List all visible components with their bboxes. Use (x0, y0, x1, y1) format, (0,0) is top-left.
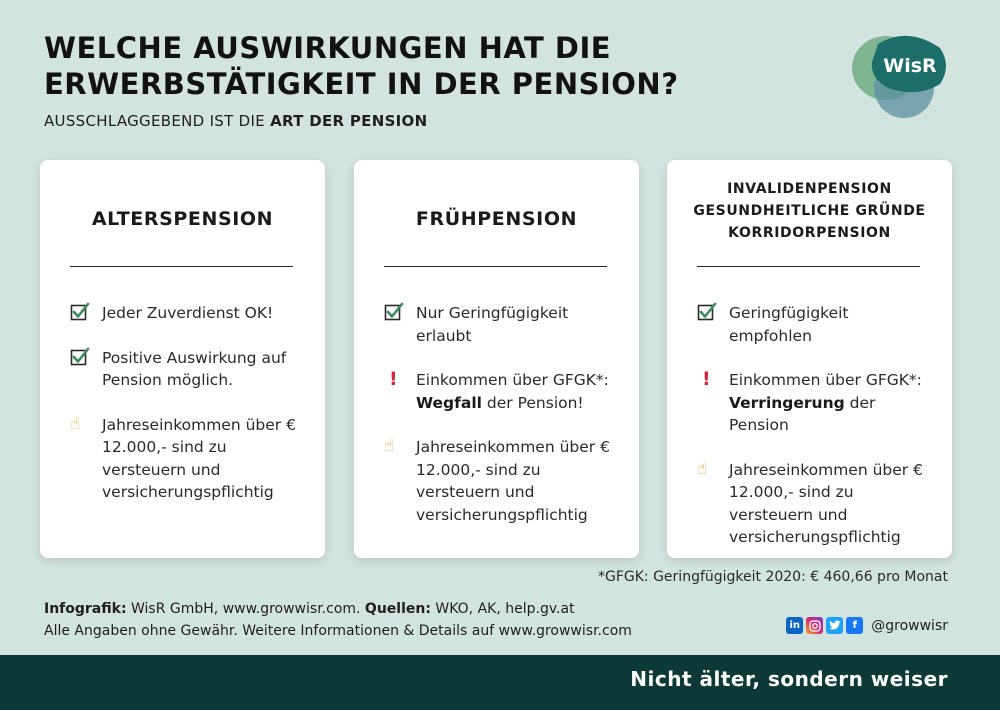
item-text-bold: Wegfall (416, 393, 482, 412)
title-line-2: ERWERBSTÄTIGKEIT IN DER PENSION? (44, 67, 679, 101)
item-text-rest: der Pension (729, 393, 876, 434)
item-text: Nur Geringfügigkeit erlaubt (416, 304, 569, 345)
item-text: Positive Auswirkung auf Pension möglich. (102, 348, 287, 389)
check-icon (70, 347, 102, 369)
list-item (697, 302, 934, 347)
card-alterspension (40, 160, 325, 558)
footnote: *GFGK: Geringfügigkeit 2020: € 460,66 pro Monat (597, 569, 948, 585)
wisr-logo (848, 22, 956, 126)
linkedin-icon[interactable]: in (786, 617, 803, 634)
subtitle (44, 112, 427, 130)
item-text-rest: der Pension! (481, 393, 584, 412)
card-heading-line: INVALIDENPENSION (727, 181, 892, 197)
list-item (384, 436, 621, 526)
credits (44, 598, 632, 642)
list-item (70, 414, 307, 504)
item-text-bold: Verringerung (729, 393, 845, 412)
title-line-1: WELCHE AUSWIRKUNGEN HAT DIE (44, 31, 612, 65)
tagline: Nicht älter, sondern weiser (630, 667, 948, 691)
social-links (786, 617, 948, 634)
item-text: Jahreseinkommen über € 12.000,- sind zu versteuern und versicherungspflichtig (729, 460, 923, 546)
divider (70, 266, 293, 267)
check-icon (697, 302, 729, 324)
card-heading (667, 160, 952, 260)
item-text-main: Einkommen über GFGK*: (416, 371, 609, 389)
page-title (44, 30, 679, 102)
item-text (416, 369, 609, 414)
item-text (729, 369, 934, 437)
item-text: Jahreseinkommen über € 12.000,- sind zu versteuern und versicherungspflichtig (416, 438, 610, 524)
facebook-icon[interactable]: f (846, 617, 863, 634)
item-text: Jahreseinkommen über € 12.000,- sind zu versteuern und versicherungspflichtig (102, 415, 296, 501)
list-item (70, 302, 307, 325)
quellen-label: Quellen: (364, 601, 431, 617)
item-text: Geringfügigkeit empfohlen (729, 304, 849, 345)
instagram-icon[interactable] (806, 617, 823, 634)
credits-line-1 (44, 598, 632, 620)
list-item (697, 459, 934, 549)
card-fruehpension (354, 160, 639, 558)
item-text-main: Einkommen über GFGK*: (729, 371, 922, 389)
list-item (384, 369, 621, 414)
check-icon (70, 302, 102, 324)
divider (697, 266, 920, 267)
social-handle[interactable]: @growwisr (871, 617, 948, 634)
card-invalidenpension (667, 160, 952, 558)
hand-pointing-icon: ☝ (384, 436, 395, 456)
hand-pointing-icon: ☝ (70, 413, 81, 434)
infografik-label: Infografik: (44, 601, 127, 617)
subtitle-bold: ART DER PENSION (270, 112, 428, 130)
exclamation-icon: ! (389, 368, 398, 390)
twitter-icon[interactable] (826, 617, 843, 634)
card-heading: ALTERSPENSION (91, 208, 274, 230)
check-icon (384, 302, 416, 324)
infografik-text: WisR GmbH, www.growwisr.com. (126, 601, 365, 617)
bottom-bar (0, 655, 1000, 710)
item-text: Jeder Zuverdienst OK! (102, 304, 274, 322)
card-heading: FRÜHPENSION (415, 208, 578, 230)
list-item (70, 347, 307, 392)
hand-pointing-icon: ☝ (697, 458, 708, 479)
credits-line-2: Alle Angaben ohne Gewähr. Weitere Informationen & Details auf www.growwisr.com (44, 623, 632, 639)
logo-text: WisR (883, 55, 937, 77)
exclamation-icon: ! (702, 368, 711, 390)
subtitle-prefix: AUSSCHLAGGEBEND IST DIE (44, 112, 271, 130)
list-item (384, 302, 621, 347)
card-heading-line: GESUNDHEITLICHE GRÜNDE (693, 203, 926, 219)
divider (384, 266, 607, 267)
quellen-text: WKO, AK, help.gv.at (430, 601, 575, 617)
card-heading-line: KORRIDORPENSION (728, 225, 891, 241)
list-item (697, 369, 934, 437)
